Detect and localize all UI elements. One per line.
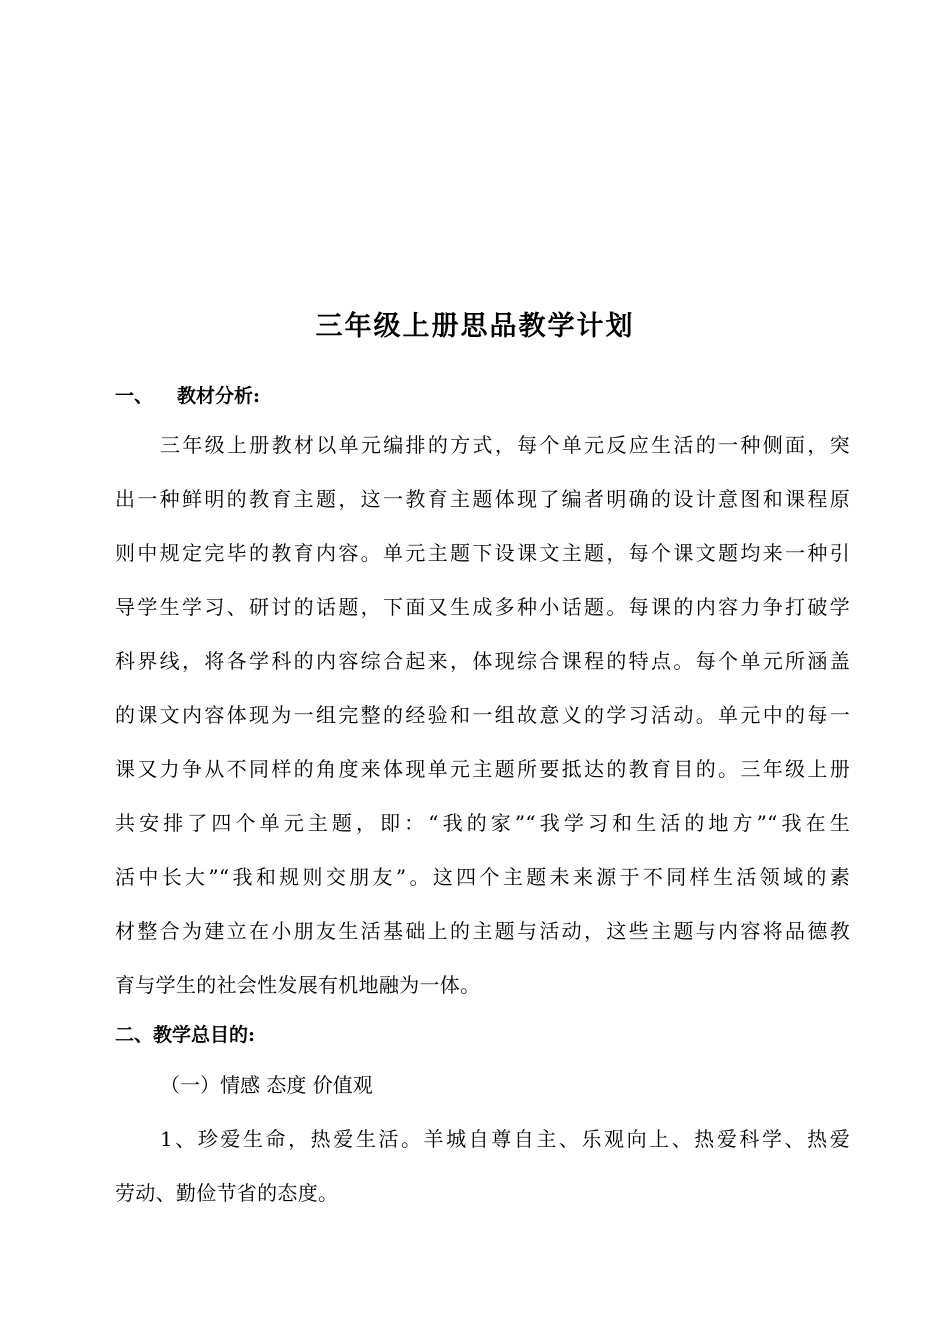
paragraph-line: 出一种鲜明的教育主题，这一教育主题体现了编者明确的设计意图和课程原 xyxy=(115,487,850,511)
paragraph-line: 课又力争从不同样的角度来体现单元主题所要抵达的教育目的。三年级上册 xyxy=(115,757,850,781)
section-heading-materials xyxy=(115,381,260,411)
paragraph-line: 共安排了四个单元主题，即：“我的家”“我学习和生活的地方”“我在生 xyxy=(115,811,850,835)
paragraph-line: 劳动、勤俭节省的态度。 xyxy=(115,1181,339,1205)
paragraph-line: 导学生学习、研讨的话题，下面又生成多种小话题。每课的内容力争打破学 xyxy=(115,595,850,619)
section-label: 教材分析: xyxy=(177,385,261,407)
paragraph-line: 三年级上册教材以单元编排的方式，每个单元反应生活的一种侧面，突 xyxy=(160,433,850,457)
section-number: 一、 xyxy=(115,385,154,407)
section-heading-objectives: 二、教学总目的: xyxy=(115,1024,256,1046)
paragraph-line: 育与学生的社会性发展有机地融为一体。 xyxy=(115,973,481,997)
paragraph-line: 的课文内容体现为一组完整的经验和一组故意义的学习活动。单元中的每一 xyxy=(115,703,850,727)
paragraph-line: 科界线，将各学科的内容综合起来，体现综合课程的特点。每个单元所涵盖 xyxy=(115,649,850,673)
subsection-heading: （一）情感 态度 价值观 xyxy=(160,1073,373,1097)
paragraph-line: 则中规定完毕的教育内容。单元主题下设课文主题，每个课文题均来一种引 xyxy=(115,541,850,565)
paragraph-line: 材整合为建立在小朋友生活基础上的主题与活动，这些主题与内容将品德教 xyxy=(115,919,850,943)
document-title: 三年级上册思品教学计划 xyxy=(315,311,635,342)
paragraph-line: 1、珍爱生命，热爱生活。羊城自尊自主、乐观向上、热爱科学、热爱 xyxy=(160,1127,850,1151)
paragraph-line: 活中长大”“我和规则交朋友”。这四个主题未来源于不同样生活领域的素 xyxy=(115,865,850,889)
